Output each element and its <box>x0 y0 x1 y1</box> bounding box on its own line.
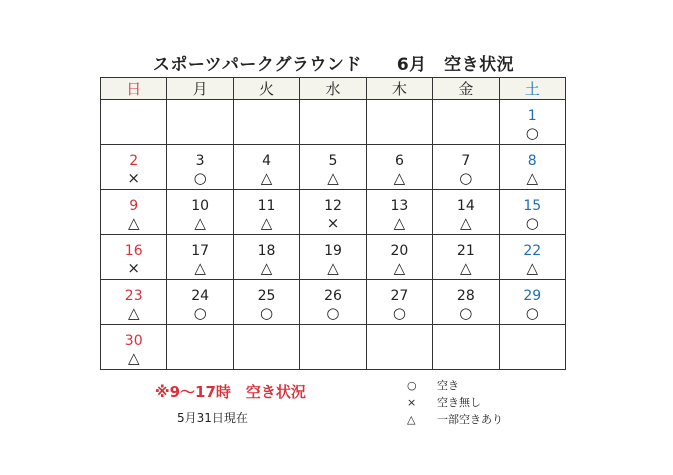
weekday-header-row <box>101 78 566 100</box>
calendar-week-row <box>101 100 566 145</box>
availability-status: △ <box>526 259 539 277</box>
availability-status: △ <box>260 169 273 187</box>
calendar-day-cell <box>101 280 167 325</box>
calendar-day-cell <box>433 100 499 145</box>
calendar-day-cell <box>499 145 565 190</box>
calendar-week-row <box>101 235 566 280</box>
calendar-day-cell <box>366 280 432 325</box>
day-number: 19 <box>324 243 342 259</box>
legend-label: 一部空きあり <box>437 413 503 426</box>
availability-status: △ <box>393 169 406 187</box>
calendar-day-cell <box>167 100 233 145</box>
day-number: 25 <box>257 288 276 304</box>
calendar-day-cell <box>300 190 366 235</box>
calendar-day-cell <box>233 235 299 280</box>
page-title: スポーツパークグラウンド 6月 空き状況 <box>152 55 515 75</box>
calendar-day-cell <box>233 280 299 325</box>
availability-status: × <box>127 169 140 187</box>
day-number: 11 <box>257 198 276 214</box>
day-number: 14 <box>456 198 475 214</box>
day-number: 23 <box>124 288 143 304</box>
availability-status: ○ <box>260 304 274 322</box>
calendar-day-cell <box>167 280 233 325</box>
legend-item-available <box>407 377 503 394</box>
day-number: 29 <box>523 288 542 304</box>
availability-status: ○ <box>459 304 473 322</box>
calendar-day-cell <box>433 235 499 280</box>
availability-status: △ <box>194 214 206 232</box>
weekday-saturday: 土 <box>499 78 565 100</box>
availability-status: △ <box>127 304 140 322</box>
calendar-day-cell <box>499 280 565 325</box>
availability-status: △ <box>260 214 273 232</box>
day-number: 5 <box>328 153 338 169</box>
calendar-day-cell <box>101 235 167 280</box>
calendar-day-cell <box>233 100 299 145</box>
calendar-day-cell <box>433 280 499 325</box>
calendar-day-cell <box>101 325 167 370</box>
availability-status: × <box>326 214 340 232</box>
day-number: 27 <box>390 288 409 304</box>
day-number: 2 <box>129 153 139 169</box>
calendar-day-cell <box>366 100 432 145</box>
calendar-day-cell <box>101 190 167 235</box>
day-number: 30 <box>124 333 143 349</box>
day-number: 13 <box>390 198 409 214</box>
calendar-day-cell <box>499 325 565 370</box>
day-number: 26 <box>324 288 342 304</box>
legend-item-partial <box>407 411 503 428</box>
calendar-week-row <box>101 325 566 370</box>
calendar-day-cell <box>300 100 366 145</box>
day-number: 21 <box>456 243 475 259</box>
calendar-day-cell <box>233 145 299 190</box>
calendar-day-cell <box>233 325 299 370</box>
day-number: 10 <box>191 198 210 214</box>
availability-status: × <box>127 259 140 277</box>
availability-status: △ <box>393 259 406 277</box>
calendar-body <box>101 100 566 370</box>
calendar-day-cell <box>101 145 167 190</box>
day-number: 24 <box>191 288 210 304</box>
calendar-day-cell <box>101 100 167 145</box>
availability-status: △ <box>260 259 273 277</box>
cross-icon: × <box>407 396 417 409</box>
weekday-thursday: 木 <box>366 78 432 100</box>
calendar-day-cell <box>167 145 233 190</box>
day-number: 16 <box>124 243 143 259</box>
calendar-day-cell <box>300 145 366 190</box>
availability-status: △ <box>127 349 140 367</box>
weekday-wednesday: 水 <box>300 78 366 100</box>
availability-status: △ <box>327 259 339 277</box>
triangle-icon: △ <box>407 413 416 426</box>
availability-status: ○ <box>326 304 340 322</box>
day-number: 15 <box>523 198 542 214</box>
weekday-friday: 金 <box>433 78 499 100</box>
day-number: 18 <box>257 243 276 259</box>
day-number: 28 <box>456 288 475 304</box>
legend-label: 空き無し <box>437 396 481 409</box>
availability-status: △ <box>526 169 539 187</box>
day-number: 17 <box>191 243 210 259</box>
weekday-sunday: 日 <box>101 78 167 100</box>
availability-status: ○ <box>525 214 539 232</box>
calendar-day-cell <box>167 235 233 280</box>
availability-status: △ <box>327 169 339 187</box>
day-number: 22 <box>523 243 542 259</box>
hours-note: ※9～17時 空き状況 <box>155 383 306 401</box>
calendar-day-cell <box>366 325 432 370</box>
availability-status: ○ <box>459 169 473 187</box>
circle-icon: ○ <box>407 379 417 392</box>
calendar-day-cell <box>233 190 299 235</box>
calendar-day-cell <box>366 145 432 190</box>
calendar-week-row <box>101 280 566 325</box>
availability-status: ○ <box>525 124 539 142</box>
calendar-day-cell <box>366 235 432 280</box>
calendar-day-cell <box>499 235 565 280</box>
calendar-day-cell <box>433 325 499 370</box>
calendar-week-row <box>101 145 566 190</box>
day-number: 7 <box>461 153 471 169</box>
availability-status: △ <box>393 214 406 232</box>
as-of-date: 5月31日現在 <box>177 411 248 425</box>
availability-status: △ <box>460 214 472 232</box>
calendar-day-cell <box>433 190 499 235</box>
calendar-day-cell <box>366 190 432 235</box>
availability-status: ○ <box>392 304 406 322</box>
availability-status: ○ <box>193 304 207 322</box>
calendar-day-cell <box>433 145 499 190</box>
day-number: 8 <box>527 153 537 169</box>
availability-status: ○ <box>525 304 539 322</box>
calendar-day-cell <box>300 280 366 325</box>
day-number: 6 <box>394 153 404 169</box>
weekday-monday: 月 <box>167 78 233 100</box>
legend <box>407 377 503 428</box>
day-number: 12 <box>324 198 342 214</box>
calendar-day-cell <box>300 325 366 370</box>
day-number: 20 <box>390 243 409 259</box>
calendar-day-cell <box>499 100 565 145</box>
day-number: 3 <box>195 153 205 169</box>
day-number: 1 <box>527 108 537 124</box>
availability-status: △ <box>127 214 140 232</box>
day-number: 9 <box>129 198 139 214</box>
calendar-week-row <box>101 190 566 235</box>
calendar-day-cell <box>499 190 565 235</box>
availability-status: △ <box>194 259 206 277</box>
calendar-day-cell <box>300 235 366 280</box>
availability-status: ○ <box>193 169 207 187</box>
weekday-tuesday: 火 <box>233 78 299 100</box>
day-number: 4 <box>262 153 272 169</box>
calendar-day-cell <box>167 325 233 370</box>
legend-item-full <box>407 394 503 411</box>
legend-label: 空き <box>437 379 459 392</box>
availability-status: △ <box>460 259 472 277</box>
availability-calendar <box>100 77 566 370</box>
calendar-day-cell <box>167 190 233 235</box>
